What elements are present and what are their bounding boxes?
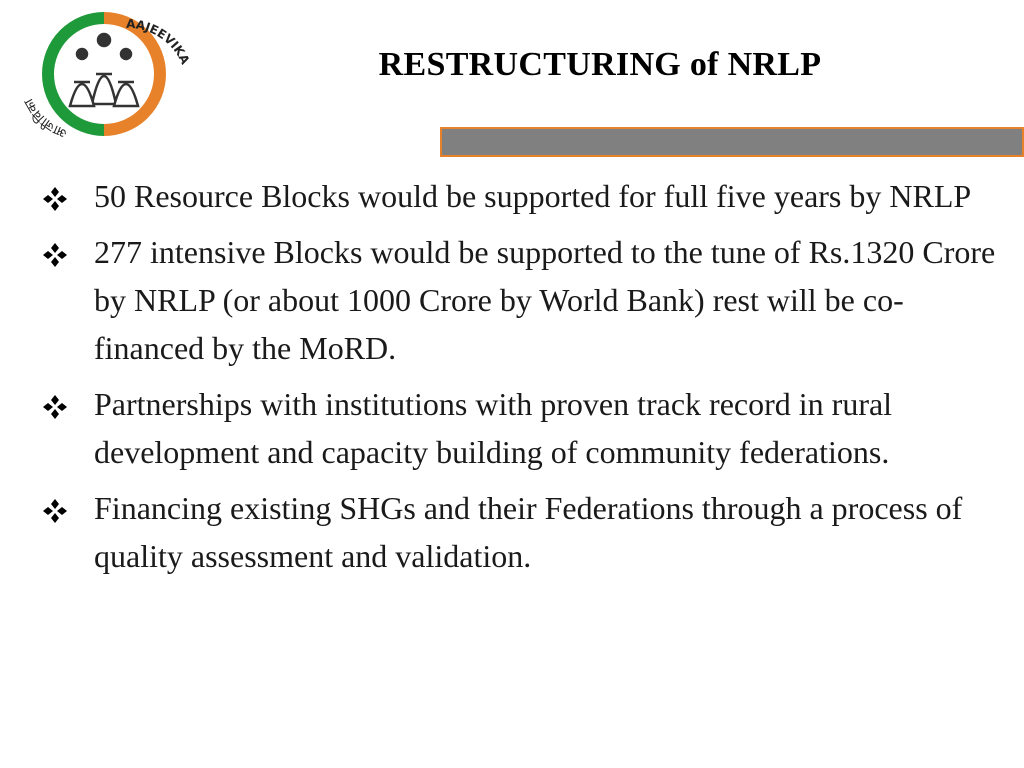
bullet-text: 277 intensive Blocks would be supported to the tune of Rs.1320 Crore by NRLP (or about 1000 Crore by World Bank) rest will be co-financed by the MoRD. <box>94 234 996 366</box>
bullet-item <box>30 380 1000 476</box>
bullet-item <box>30 228 1000 372</box>
slide-title: RESTRUCTURING of NRLP <box>378 46 822 83</box>
title-underline-bar <box>440 127 1024 157</box>
four-diamond-bullet-icon <box>42 242 68 268</box>
bullet-text: Financing existing SHGs and their Federations through a process of quality assessment and validation. <box>94 490 963 574</box>
four-diamond-bullet-icon <box>42 186 68 212</box>
bullet-text: Partnerships with institutions with proven track record in rural development and capacity building of community federations. <box>94 386 893 470</box>
four-diamond-bullet-icon <box>42 498 68 524</box>
bullet-list <box>30 172 1000 588</box>
logo-text-left: आजीविका <box>21 95 70 138</box>
logo-text-right: AAJEEVIKA <box>125 16 193 67</box>
bullet-text: 50 Resource Blocks would be supported for full five years by NRLP <box>94 178 972 214</box>
bullet-item <box>30 484 1000 580</box>
four-diamond-bullet-icon <box>42 394 68 420</box>
aajeevika-logo-icon <box>8 8 194 138</box>
bullet-item <box>30 172 1000 220</box>
